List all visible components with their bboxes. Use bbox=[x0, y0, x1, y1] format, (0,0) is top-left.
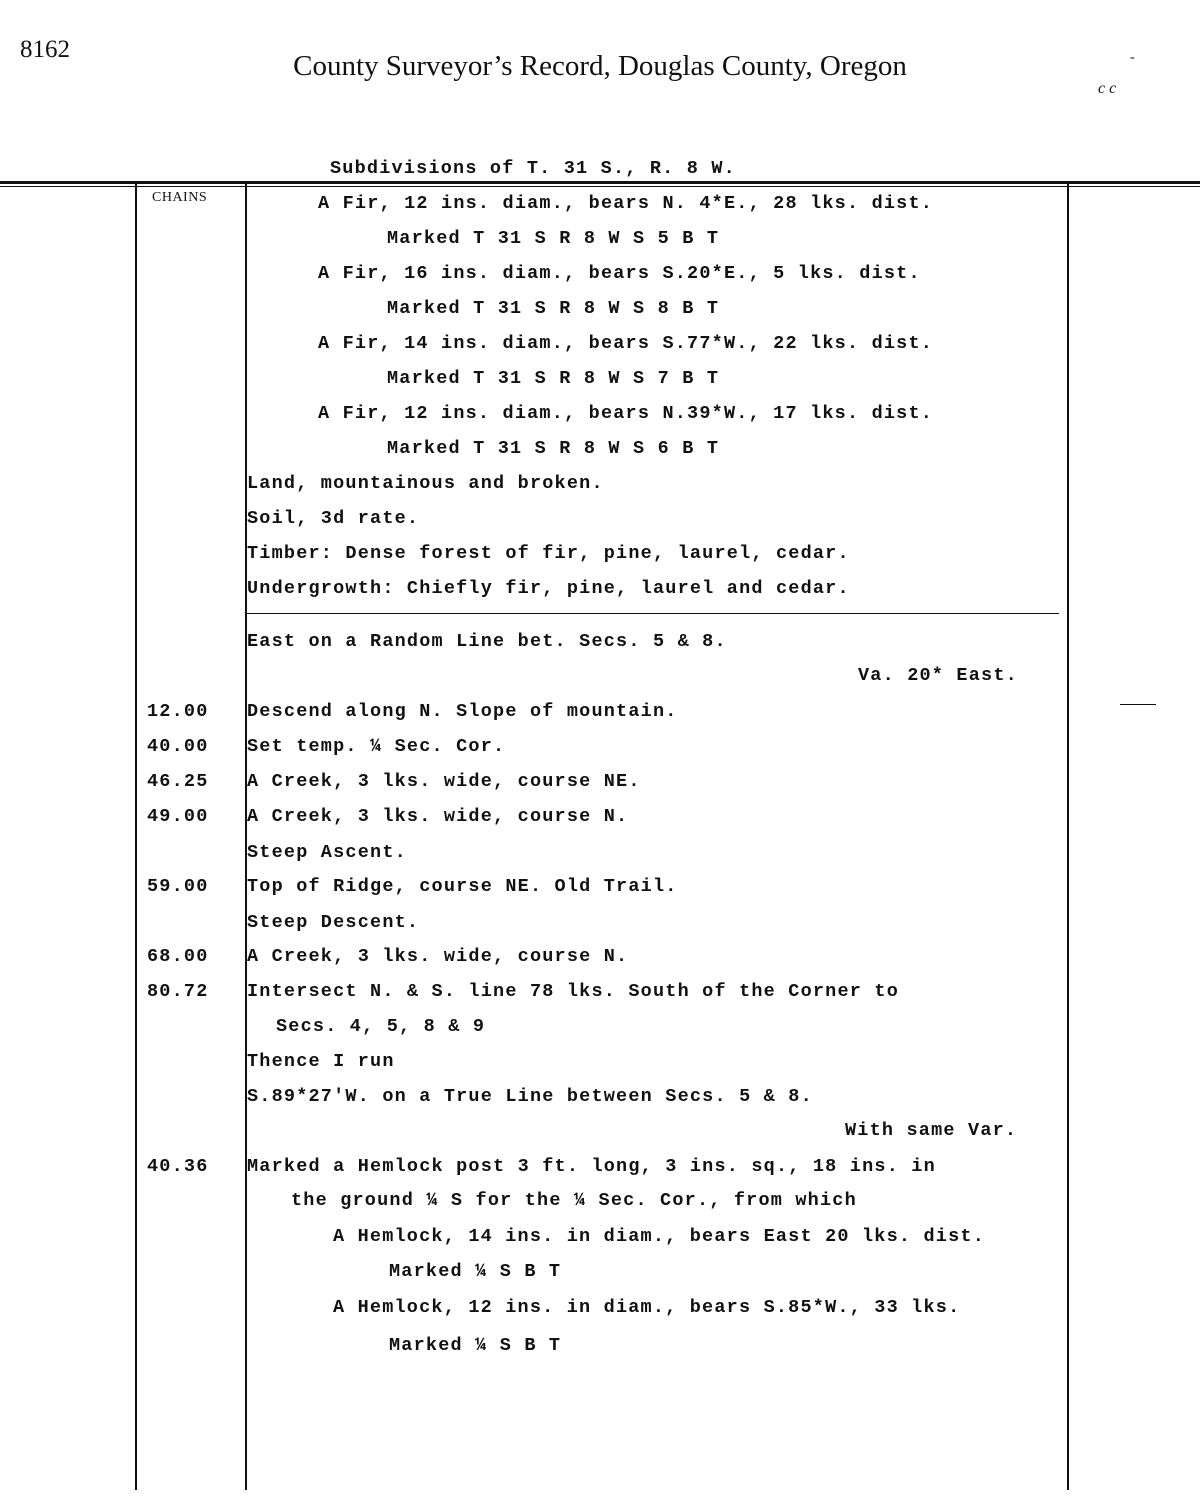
record-line: S.89*27'W. on a True Line between Secs. 5 & 8. bbox=[247, 1086, 813, 1107]
left-margin-line bbox=[135, 184, 137, 1490]
record-line: Thence I run bbox=[247, 1051, 395, 1072]
chain-value: 68.00 bbox=[147, 946, 209, 967]
record-line: Marked T 31 S R 8 W S 6 B T bbox=[387, 438, 720, 459]
page-number: 8162 bbox=[20, 36, 70, 63]
chain-value: 12.00 bbox=[147, 701, 209, 722]
section-heading: Subdivisions of T. 31 S., R. 8 W. bbox=[330, 158, 736, 179]
record-line: Steep Ascent. bbox=[247, 842, 407, 863]
record-line: Timber: Dense forest of fir, pine, laurel, cedar. bbox=[247, 543, 850, 564]
record-line: A Creek, 3 lks. wide, course NE. bbox=[247, 771, 641, 792]
chain-value: 49.00 bbox=[147, 806, 209, 827]
record-line: A Fir, 12 ins. diam., bears N. 4*E., 28 lks. dist. bbox=[318, 193, 934, 214]
record-line: Marked ¼ S B T bbox=[389, 1261, 562, 1282]
record-line: the ground ¼ S for the ¼ Sec. Cor., from which bbox=[291, 1190, 857, 1211]
record-line: Steep Descent. bbox=[247, 912, 420, 933]
record-line: Top of Ridge, course NE. Old Trail. bbox=[247, 876, 678, 897]
entry-divider bbox=[247, 613, 1059, 614]
record-line: Set temp. ¼ Sec. Cor. bbox=[247, 736, 506, 757]
record-line: Marked a Hemlock post 3 ft. long, 3 ins. sq., 18 ins. in bbox=[247, 1156, 936, 1177]
record-line: Marked T 31 S R 8 W S 7 B T bbox=[387, 368, 720, 389]
record-line: Intersect N. & S. line 78 lks. South of the Corner to bbox=[247, 981, 899, 1002]
record-line: A Fir, 12 ins. diam., bears N.39*W., 17 lks. dist. bbox=[318, 403, 934, 424]
record-line: Secs. 4, 5, 8 & 9 bbox=[276, 1016, 486, 1037]
chains-column-header: CHAINS bbox=[152, 190, 208, 205]
record-line: A Hemlock, 14 ins. in diam., bears East 20 lks. dist. bbox=[333, 1226, 985, 1247]
corner-mark: - bbox=[1130, 50, 1135, 65]
record-line: A Hemlock, 12 ins. in diam., bears S.85*W., 33 lks. bbox=[333, 1297, 961, 1318]
top-rule bbox=[0, 181, 1200, 184]
top-rule-thin bbox=[0, 186, 1200, 187]
record-line: Descend along N. Slope of mountain. bbox=[247, 701, 678, 722]
record-line: A Creek, 3 lks. wide, course N. bbox=[247, 946, 629, 967]
record-line: A Creek, 3 lks. wide, course N. bbox=[247, 806, 629, 827]
chain-value: 40.36 bbox=[147, 1156, 209, 1177]
margin-dash bbox=[1120, 704, 1156, 705]
record-line: Marked T 31 S R 8 W S 8 B T bbox=[387, 298, 720, 319]
chain-value: 40.00 bbox=[147, 736, 209, 757]
corner-mark: c c bbox=[1098, 80, 1117, 97]
chains-column-line bbox=[245, 184, 247, 1490]
record-line: Va. 20* East. bbox=[858, 665, 1018, 686]
chain-value: 59.00 bbox=[147, 876, 209, 897]
record-line: Soil, 3d rate. bbox=[247, 508, 420, 529]
chain-value: 80.72 bbox=[147, 981, 209, 1002]
right-margin-line bbox=[1067, 184, 1069, 1490]
record-line: Marked ¼ S B T bbox=[389, 1335, 562, 1356]
record-line: Marked T 31 S R 8 W S 5 B T bbox=[387, 228, 720, 249]
record-line: Undergrowth: Chiefly fir, pine, laurel and cedar. bbox=[247, 578, 850, 599]
chain-value: 46.25 bbox=[147, 771, 209, 792]
page-title: County Surveyor’s Record, Douglas County, Oregon bbox=[293, 50, 907, 82]
record-line: East on a Random Line bet. Secs. 5 & 8. bbox=[247, 631, 727, 652]
record-line: With same Var. bbox=[845, 1120, 1018, 1141]
record-line: Land, mountainous and broken. bbox=[247, 473, 604, 494]
record-line: A Fir, 14 ins. diam., bears S.77*W., 22 lks. dist. bbox=[318, 333, 934, 354]
record-line: A Fir, 16 ins. diam., bears S.20*E., 5 lks. dist. bbox=[318, 263, 921, 284]
